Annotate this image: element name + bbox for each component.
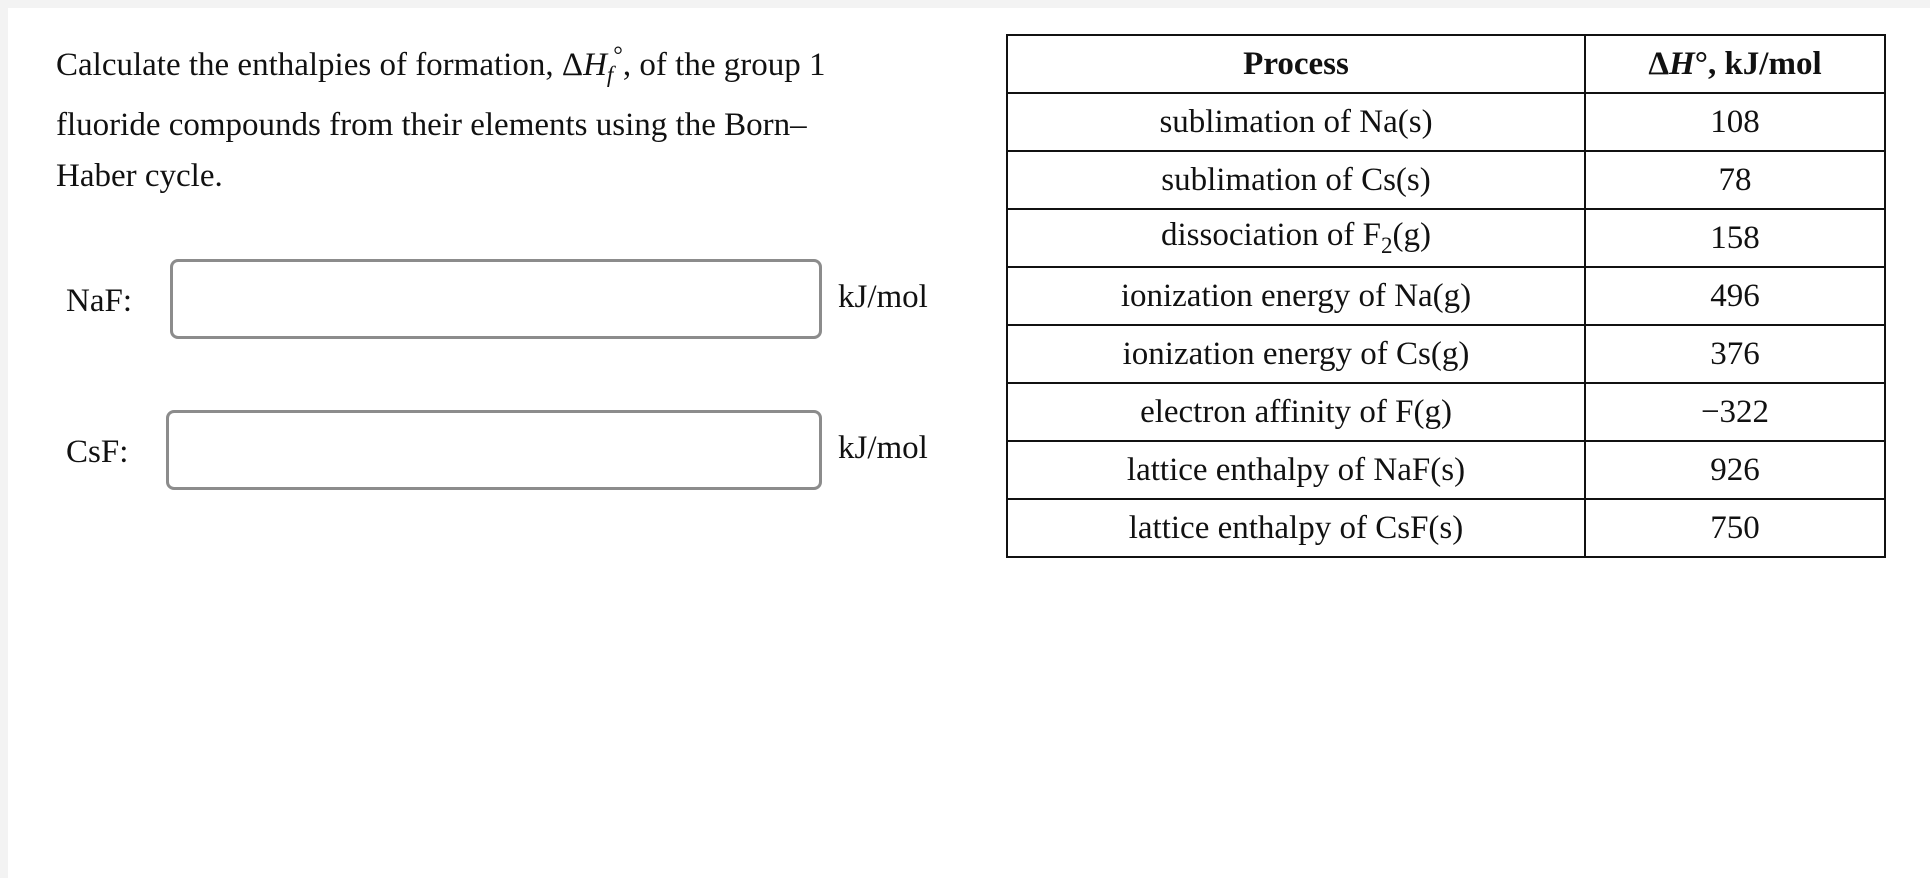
question-prompt — [56, 31, 956, 202]
enthalpy-data-table — [1006, 34, 1886, 558]
table-row — [1007, 441, 1885, 499]
process-cell: sublimation of Na(s) — [1007, 93, 1585, 151]
table-row — [1007, 93, 1885, 151]
question-line-3: Haber cycle. — [56, 158, 223, 194]
process-text-end: (g) — [1392, 217, 1431, 253]
process-subscript: 2 — [1381, 233, 1393, 258]
header-enthalpy-symbol: H — [1669, 45, 1695, 82]
value-cell: 158 — [1585, 209, 1885, 267]
process-cell: ionization energy of Na(g) — [1007, 267, 1585, 325]
process-cell: ionization energy of Cs(g) — [1007, 325, 1585, 383]
question-text-start: Calculate the enthalpies of formation, — [56, 47, 562, 83]
process-cell: lattice enthalpy of NaF(s) — [1007, 441, 1585, 499]
csf-answer-input[interactable] — [166, 410, 822, 490]
delta-symbol: Δ — [561, 47, 584, 83]
header-unit: , kJ/mol — [1707, 45, 1822, 82]
process-cell: sublimation of Cs(s) — [1007, 151, 1585, 209]
value-cell: 750 — [1585, 499, 1885, 557]
question-page — [8, 8, 1930, 878]
naf-unit-label: kJ/mol — [838, 279, 928, 315]
table-row — [1007, 209, 1885, 267]
value-cell: 376 — [1585, 325, 1885, 383]
table-row — [1007, 499, 1885, 557]
process-column-header: Process — [1007, 35, 1585, 93]
table-row — [1007, 383, 1885, 441]
header-delta: Δ — [1648, 45, 1670, 82]
value-cell: 496 — [1585, 267, 1885, 325]
enthalpy-symbol: H — [583, 47, 607, 83]
question-line-2: fluoride compounds from their elements using the Born– — [56, 107, 807, 143]
formation-subscript: f — [606, 62, 614, 87]
table-row — [1007, 267, 1885, 325]
standard-degree-symbol: ° — [613, 43, 623, 69]
table-row — [1007, 325, 1885, 383]
table-header-row — [1007, 35, 1885, 93]
value-cell: 78 — [1585, 151, 1885, 209]
header-degree: ° — [1694, 45, 1708, 82]
csf-label: CsF: — [66, 434, 129, 470]
naf-answer-input[interactable] — [170, 259, 822, 339]
question-text-end: , of the group 1 — [622, 47, 826, 83]
value-cell: 926 — [1585, 441, 1885, 499]
enthalpy-column-header — [1585, 35, 1885, 93]
value-cell: 108 — [1585, 93, 1885, 151]
process-text: dissociation of F — [1161, 217, 1381, 253]
process-cell: electron affinity of F(g) — [1007, 383, 1585, 441]
csf-unit-label: kJ/mol — [838, 430, 928, 466]
question-line-1 — [56, 31, 956, 100]
process-cell: lattice enthalpy of CsF(s) — [1007, 499, 1585, 557]
process-cell — [1007, 209, 1585, 267]
table-row — [1007, 151, 1885, 209]
naf-label: NaF: — [66, 283, 132, 319]
value-cell: −322 — [1585, 383, 1885, 441]
